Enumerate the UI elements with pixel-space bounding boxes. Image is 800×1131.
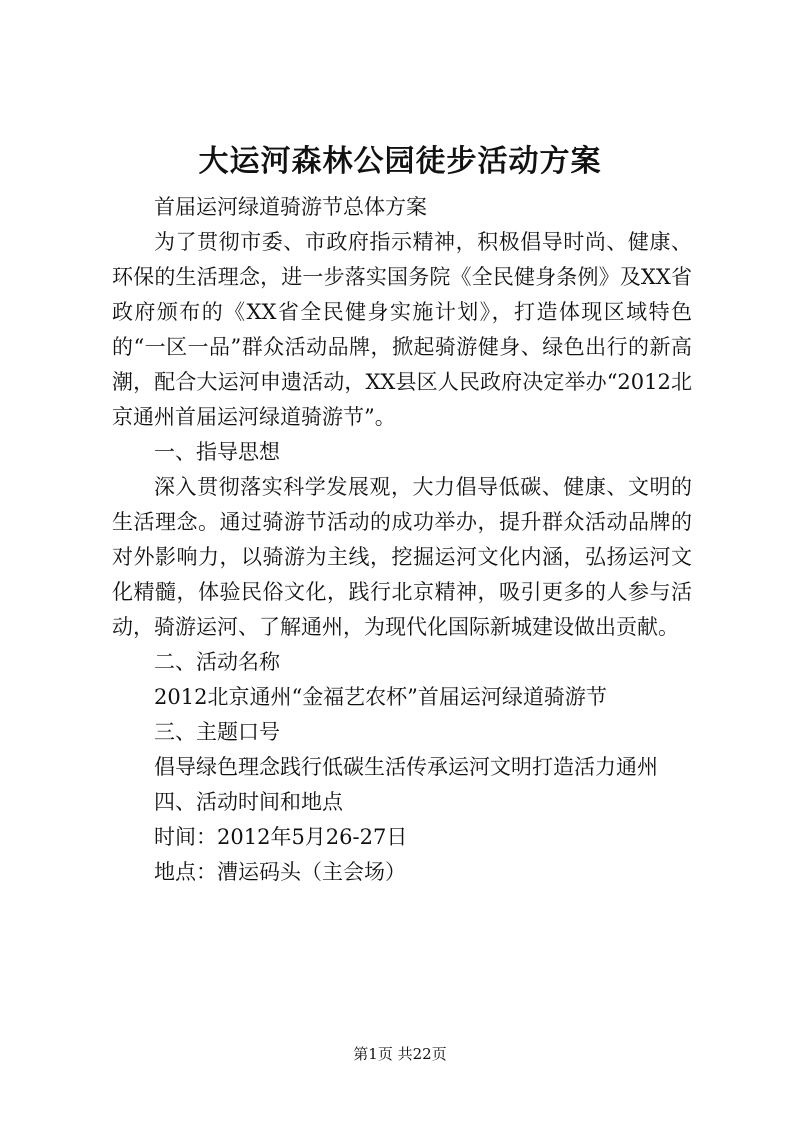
document-body bbox=[112, 190, 692, 890]
place-paragraph: 地点：漕运码头（主会场） bbox=[154, 860, 406, 884]
subtitle-paragraph: 首届运河绿道骑游节总体方案 bbox=[154, 195, 427, 219]
section-heading-time-place: 四、活动时间和地点 bbox=[154, 790, 343, 814]
section-heading-slogan: 三、主题口号 bbox=[154, 720, 280, 744]
time-paragraph: 时间：2012年5月26-27日 bbox=[154, 825, 408, 849]
page-footer: 第1页 共22页 bbox=[353, 1045, 447, 1063]
intro-paragraph: 为了贯彻市委、市政府指示精神，积极倡导时尚、健康、环保的生活理念，进一步落实国务院《全民健身条例》及XX省政府颁布的《XX省全民健身实施计划》，打造体现区域特色的“一区一品”群众活动品牌，掀起骑游健身、绿色出行的新高潮，配合大运河申遗活动，XX县区人民政府决定举办“2012北京通州首届运河绿道骑游节”。 bbox=[112, 230, 692, 429]
slogan-paragraph: 倡导绿色理念践行低碳生活传承运河文明打造活力通州 bbox=[154, 755, 658, 779]
section-heading-event-name: 二、活动名称 bbox=[154, 650, 280, 674]
document-title: 大运河森林公园徒步活动方案 bbox=[198, 144, 602, 179]
section-heading-guiding-ideology: 一、指导思想 bbox=[154, 440, 280, 464]
event-name-paragraph: 2012北京通州“金福艺农杯”首届运河绿道骑游节 bbox=[154, 685, 607, 709]
guiding-ideology-paragraph: 深入贯彻落实科学发展观，大力倡导低碳、健康、文明的生活理念。通过骑游节活动的成功举办，提升群众活动品牌的对外影响力，以骑游为主线，挖掘运河文化内涵，弘扬运河文化精髓，体验民俗文化，践行北京精神，吸引更多的人参与活动，骑游运河、了解通州，为现代化国际新城建设做出贡献。 bbox=[112, 475, 692, 639]
